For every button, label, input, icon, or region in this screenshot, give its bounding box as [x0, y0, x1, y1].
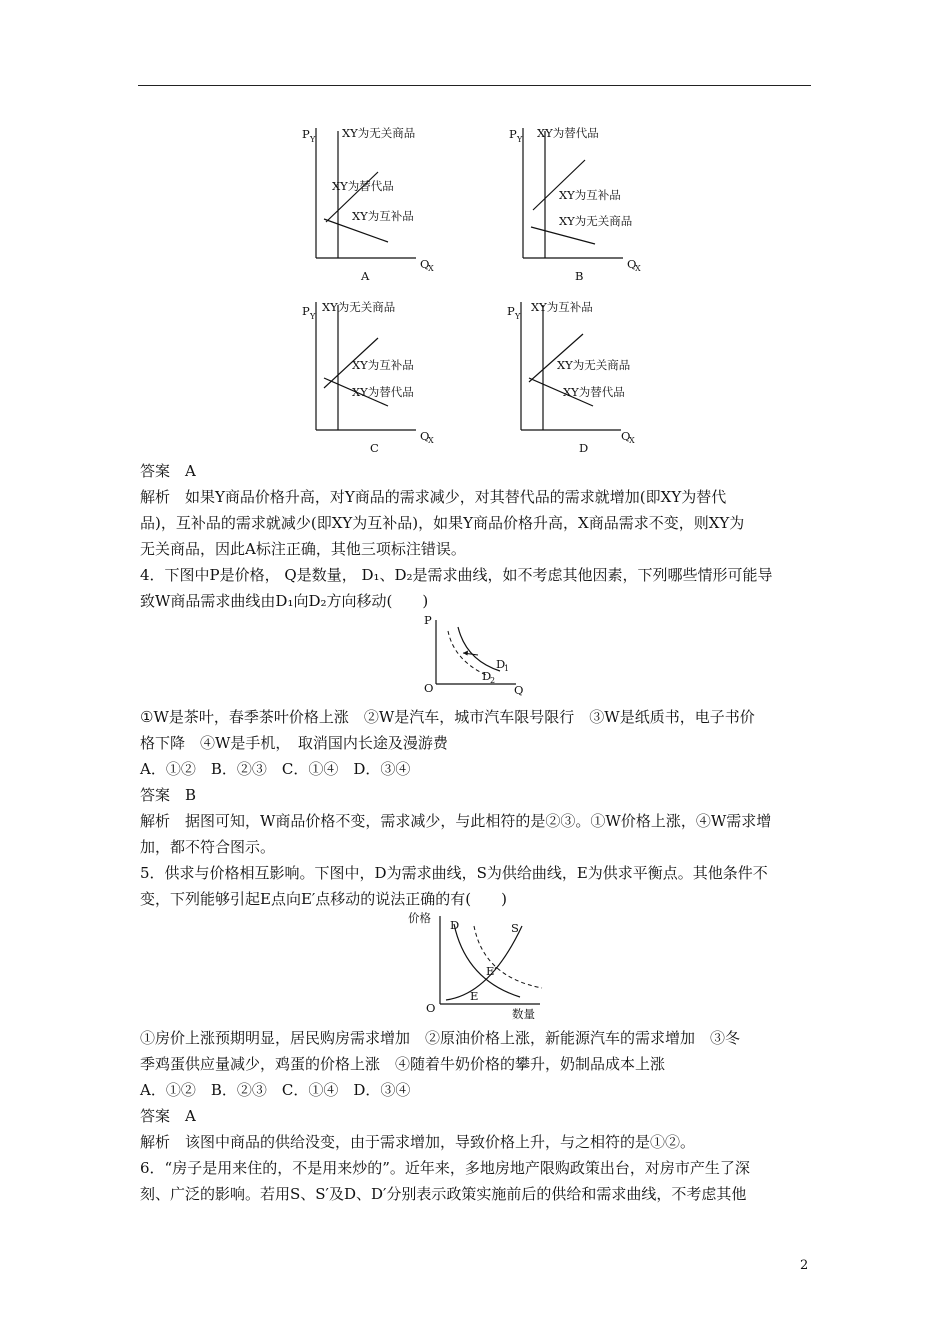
graph-d	[507, 300, 635, 455]
graph-c-x-sub: X	[428, 436, 434, 445]
graph-c-x-axis: Q	[420, 429, 430, 443]
graph-a-x-axis: Q	[420, 257, 430, 271]
graph-b-y-sub: Y	[517, 135, 523, 144]
graph-c-low-label: XY为替代品	[352, 385, 414, 399]
graph-b-low-label: XY为无关商品	[559, 214, 633, 228]
q5-supply-demand-graph	[408, 911, 580, 1022]
graph-c	[302, 300, 434, 455]
q5-options-line-1: ①房价上涨预期明显，居民购房需求增加 ②原油价格上涨，新能源汽车的需求增加 ③冬	[140, 1029, 741, 1047]
graph-a-caption: A	[361, 269, 370, 283]
q4-graph-d2-sub: 2	[490, 676, 496, 685]
graph-d-low-label: XY为替代品	[563, 385, 625, 399]
graph-b-mid-label: XY为互补品	[559, 188, 621, 202]
q4-answer: 答案 B	[140, 786, 197, 804]
q5-stem-line-1: 5．供求与价格相互影响。下图中，D为需求曲线，S为供给曲线，E为供求平衡点。其他条件不	[140, 864, 768, 882]
graph-a-low-label: XY为互补品	[352, 209, 414, 223]
q4-graph-d1: D	[496, 657, 506, 671]
q4-graph-o: O	[424, 681, 434, 695]
q5-graph-e: E	[470, 989, 479, 1003]
q4-analysis-line-2: 加，都不符合图示。	[140, 838, 276, 856]
q5-answer: 答案 A	[140, 1107, 196, 1125]
q4-graph-d1-sub: 1	[504, 664, 510, 673]
q5-graph-o: O	[426, 1001, 436, 1015]
graph-a-top-label: XY为无关商品	[342, 126, 416, 140]
graph-b-x-axis: Q	[627, 257, 637, 271]
graph-b-x-sub: X	[635, 264, 641, 273]
q5-options-line-2: 季鸡蛋供应量减少，鸡蛋的价格上涨 ④随着牛奶价格的攀升，奶制品成本上涨	[140, 1055, 666, 1073]
graph-c-y-axis: P	[302, 304, 310, 318]
graphs-abcd	[0, 0, 950, 470]
page-number: 2	[800, 1258, 809, 1273]
q4-choices: A．①② B．②③ C．①④ D．③④	[140, 760, 411, 778]
graph-d-y-axis: P	[507, 304, 515, 318]
graph-d-caption: D	[579, 441, 589, 455]
q4-demand-graph	[418, 612, 558, 702]
graph-b-y-axis: P	[509, 127, 517, 141]
q3-analysis-line-2: 品)，互补品的需求就减少(即XY为互补品)，如果Y商品价格升高，X商品需求不变，则XY为	[140, 514, 745, 532]
graph-d-y-sub: Y	[515, 312, 521, 321]
q5-analysis: 解析 该图中商品的供给没变，由于需求增加，导致价格上升，与之相符的是①②。	[140, 1133, 696, 1151]
q5-choices: A．①② B．②③ C．①④ D．③④	[140, 1081, 411, 1099]
graph-d-x-axis: Q	[621, 429, 631, 443]
q4-graph-q: Q	[514, 683, 524, 697]
q5-graph-s: S	[511, 921, 519, 935]
graph-d-mid-label: XY为无关商品	[557, 358, 631, 372]
graph-b-caption: B	[575, 269, 584, 283]
q4-stem-line-2: 致W商品需求曲线由D₁向D₂方向移动( )	[140, 592, 429, 610]
q4-stem-line-1: 4．下图中P是价格， Q是数量， D₁、D₂是需求曲线，如不考虑其他因素，下列哪些情形可能导	[140, 566, 773, 584]
graph-b-top-label: XY为替代品	[537, 126, 599, 140]
graph-a-mid-label: XY为替代品	[332, 179, 394, 193]
q5-graph-y-axis: 价格	[408, 911, 431, 925]
q6-stem-line-2: 刻、广泛的影响。若用S、S′及D、D′分别表示政策实施前后的供给和需求曲线，不考虑其他	[140, 1185, 747, 1203]
q4-analysis-line-1: 解析 据图可知，W商品价格不变，需求减少，与此相符的是②③。①W价格上涨，④W需求增	[140, 812, 772, 830]
q3-analysis-line-3: 无关商品，因此A标注正确，其他三项标注错误。	[140, 540, 466, 558]
graph-c-top-label: XY为无关商品	[322, 300, 396, 314]
graph-b	[509, 126, 641, 283]
q6-stem-line-1: 6．“房子是用来住的，不是用来炒的”。近年来，多地房地产限购政策出台，对房市产生了深	[140, 1159, 750, 1177]
graph-a-y-axis: P	[302, 127, 310, 141]
graph-c-y-sub: Y	[310, 312, 316, 321]
graph-a-y-sub: Y	[310, 135, 316, 144]
q4-graph-d2: D	[482, 669, 492, 683]
q4-options-line-1: ①W是茶叶，春季茶叶价格上涨 ②W是汽车，城市汽车限号限行 ③W是纸质书，电子书价	[140, 708, 755, 726]
q3-answer: 答案 A	[140, 462, 196, 480]
q5-graph-d: D	[450, 918, 460, 932]
graph-d-x-sub: X	[629, 436, 635, 445]
graph-a	[302, 126, 434, 283]
q5-stem-line-2: 变，下列能够引起E点向E′点移动的说法正确的有( )	[140, 890, 508, 908]
q5-graph-x-axis: 数量	[512, 1007, 535, 1021]
graph-a-x-sub: X	[428, 264, 434, 273]
graph-d-top-label: XY为互补品	[531, 300, 593, 314]
q5-graph-e-prime: E′	[486, 964, 498, 978]
graph-c-caption: C	[370, 441, 379, 455]
q4-options-line-2: 格下降 ④W是手机， 取消国内长途及漫游费	[140, 734, 448, 752]
q4-graph-p: P	[424, 613, 432, 627]
graph-c-mid-label: XY为互补品	[352, 358, 414, 372]
q3-analysis-line-1: 解析 如果Y商品价格升高，对Y商品的需求减少，对其替代品的需求就增加(即XY为替代	[140, 488, 727, 506]
